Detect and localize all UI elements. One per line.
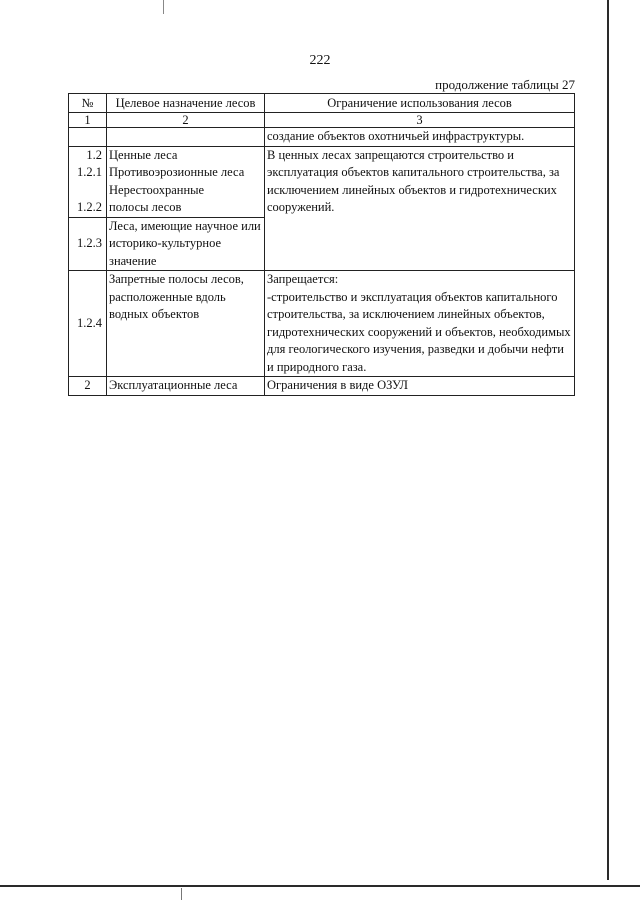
restriction-body: -строительство и эксплуатация объектов капитального строительства, за исключением линейных объектов, гидротехнических сооружений и объектов, необходимых для геологического изучения, разведки и добычи нефти и природного газа. [267,289,571,374]
page-number: 222 [309,53,331,68]
scan-mark-top [163,0,164,14]
row-code: 1.2.2 [77,200,102,214]
row-purpose: полосы лесов [109,200,182,214]
row-code-cell: 1.2.4 [69,271,107,377]
row-purpose-cell: Эксплуатационные леса [107,377,265,396]
row-code: 1.2 [86,147,102,162]
scan-edge-right [607,0,609,880]
restriction-title: Запрещается: [267,272,339,286]
table-row [69,128,575,147]
header-number: № [69,94,107,113]
row-purpose-cell [107,128,265,147]
column-number: 2 [107,113,265,128]
row-code-cell: 2 [69,377,107,396]
row-purpose: Ценные леса [109,147,178,162]
row-restriction-cell [265,271,575,377]
forest-restrictions-table [68,93,575,396]
row-purpose-cell [107,146,265,217]
row-code-cell: 1.2.3 [69,217,107,271]
scan-edge-bottom [0,885,640,887]
row-purpose: Противоэрозионные леса [109,165,245,179]
table-header-row [69,94,575,113]
table-row [69,377,575,396]
table-row [69,146,575,217]
row-restriction-cell: Ограничения в виде ОЗУЛ [265,377,575,396]
row-code-cell [69,146,107,217]
column-numbers-row [69,113,575,128]
row-purpose-cell: Запретные полосы лесов, расположенные вдоль водных объектов [107,271,265,377]
row-restriction-cell: создание объектов охотничьей инфраструктуры. [265,128,575,147]
header-purpose: Целевое назначение лесов [107,94,265,113]
table-continuation-caption: продолжение таблицы 27 [435,77,575,92]
row-purpose-cell: Леса, имеющие научное или историко-культурное значение [107,217,265,271]
row-code-spacer [71,182,102,200]
row-code: 1.2.1 [77,165,102,179]
scan-mark-bottom [181,888,182,900]
header-restriction: Ограничение использования лесов [265,94,575,113]
table-row [69,271,575,377]
row-restriction-cell: В ценных лесах запрещаются строительство и эксплуатация объектов капитального строительства, за исключением линейных объектов и гидротехнических сооружений. [265,146,575,271]
row-purpose: Нерестоохранные [109,182,205,197]
row-code-cell [69,128,107,147]
column-number: 3 [265,113,575,128]
column-number: 1 [69,113,107,128]
